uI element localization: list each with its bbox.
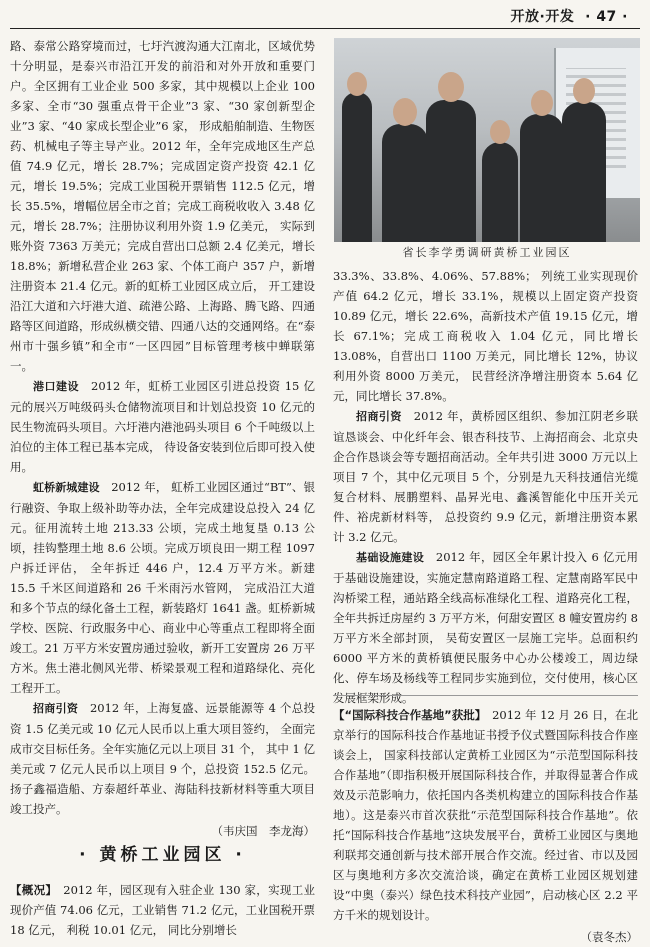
header-section-label bbox=[511, 6, 628, 26]
invest-paragraph bbox=[10, 698, 315, 819]
infra-subtitle: 基础设施建设 bbox=[356, 551, 425, 564]
news-photo bbox=[334, 38, 640, 242]
person-figure bbox=[426, 100, 476, 242]
page-header bbox=[0, 0, 650, 30]
overview-label: 【概况】 bbox=[10, 883, 52, 897]
right-invest-subtitle: 招商引资 bbox=[356, 410, 402, 423]
right-invest-paragraph bbox=[333, 406, 638, 547]
town-paragraph bbox=[10, 477, 315, 698]
continuation-paragraph: 33.3%、33.8%、4.06%、57.88%； 列统工业实现现价产值 64.2 亿元，增长 33.1%，规模以上固定资产投资 10.89 亿元，增长 22.6%，高新技术产值 19.15 亿元，增长 67.1%；完成工商税收入 1.04 亿元，同比增长 13.08%，自营出口 1100 万美元，同比增长 12%，协议利用外资 8000 万美元， 民营经济净增注册资本 5.64 亿元，同比增长 37.8%。 bbox=[333, 269, 638, 403]
section-divider bbox=[333, 695, 638, 696]
base-text: 2012 年 12 月 26 日，在北京举行的国际科技合作基地证书授予仪式暨国际科技合作座谈会上， 国家科技部认定黄桥工业园区为“示范型国际科技合作基地”（即指积极开展国际科技合作，并取得显著合作成效及示范影响力，依托国内各类机构建立的国际科技合作基地）。这是泰兴市首次获批“示范型国际科技合作基地”。依托“国际科技合作基地”这块发展平台，黄桥工业园区与奥地利联邦交通创新与技术部开展合作交流。经过省、市以及园区与奥地利方多次交流洽谈，确定在黄桥工业园区规划建设“中奥（泰兴）绿色技术科技产业园”，启动核心区 2.2 平方千米的规划设计。 bbox=[333, 708, 638, 922]
right-invest-text: 2012 年，黄桥园区组织、参加江阴老乡联谊恳谈会、中化纤年会、银杏科技节、上海招商会、北京央企合作恳谈会等专题招商活动。全年共引进 3000 万元以上项目 7 个，其中亿元项目 5 个，分别是九天科技通信光缆复合材料、展鹏塑料、晶昇光电、鑫溪智能化中压开关元件、裕虎新材料等， 总投资约 9.9 亿元，新增注册资本累计 3.2 亿元。 bbox=[333, 409, 639, 544]
port-text: 2012 年，虹桥工业园区引进总投资 15 亿元的展兴万吨级码头仓储物流项目和计划总投资 10 亿元的民生物流码头项目。六圩港内港池码头项目 6 个千吨级以上泊位的主体工程已基本完成， 待设备安装到位后即可投入使用。 bbox=[10, 379, 316, 474]
base-paragraph bbox=[333, 705, 638, 925]
invest-subtitle: 招商引资 bbox=[33, 702, 79, 715]
port-paragraph bbox=[10, 376, 315, 477]
infra-paragraph bbox=[333, 547, 638, 708]
right-author: （袁冬杰） bbox=[580, 930, 638, 944]
person-figure bbox=[562, 102, 606, 242]
left-column bbox=[10, 36, 315, 841]
person-figure bbox=[482, 142, 518, 242]
port-subtitle: 港口建设 bbox=[33, 380, 80, 393]
infra-text: 2012 年，园区全年累计投入 6 亿元用于基础设施建设，实施定慧南路道路工程、定慧南路军民中沟桥梁工程，通站路全线高标准绿化工程、道路亮化工程，全年共拆迁房屋约 3 万平方米，何甜安置区 8 幢安置房约 8 万平方米全部封顶， 吴荀安置区一层施工完毕。总面积约 6000 平方米的黄桥镇便民服务中心办公楼竣工，周边绿化、停车场及杨线等工程同步实施到位，交付使用，核心区发展框架形成。 bbox=[333, 550, 638, 705]
header-rule bbox=[10, 28, 640, 29]
intro-paragraph: 路、泰常公路穿境而过，七圩汽渡沟通大江南北，区域优势十分明显，是泰兴市沿江开发的前沿和对外开放和重要门户。全区拥有工业企业 500 多家，其中规模以上企业 100 多家、全市“30 强重点骨干企业”3 家、“30 家创新型企业”3 家、“40 家成长型企业”6 家， 形成船舶制造、生物医药、机械电子等主导产业。2012 年，全年完成地区生产总值 74.9 亿元，增长 28.7%；完成固定资产投资 42.1 亿元，增长 19.5%；完成工业国税开票销售 112.5 亿元，增长 35.5%，增幅位居全市之首；完成工商税收收入 3.48 亿元，增长 28.7%；注册协议利用外资 1.9 亿美元， 实际到账外资 7363 万美元；完成自营出口总额 2.4 亿美元，增长 18.8%；新增私营企业 263 家、个体工商户 357 户，新增注册资本 21.4 亿元。新的虹桥工业园区成立后， 开工建设沿江大道和六圩港大道、疏港公路、上海路、腾飞路、四通路等区间道路，形成纵横交错、四通八达的交通网络。在“泰州市十强乡镇”和全市“一区四园”目标管理考核中蝉联第一。 bbox=[10, 39, 315, 373]
right-column-top bbox=[333, 266, 638, 708]
base-title: 【“国际科技合作基地”获批】 bbox=[333, 708, 481, 722]
town-text: 2012 年， 虹桥工业园区通过“BT”、银行融资、争取上级补助等办法，全年完成建设总投入 24 亿元。征用流转土地 213.33 公顷，完成土地复垦 0.13 公顷，挂钩整理土地 8.6 公顷。完成万顷良田一期工程 1097 户拆迁评估， 全年拆迁 446 户，12.4 万平方米。新建 15.5 千米区间道路和 26 千米雨污水管网， 完成沿江大道和多个节点的绿化备土工程，新装路灯 1641 盏。虹桥新城学校、医院、行政服务中心、商业中心等重点工程即将全面竣工。21 万平方米安置房通过验收，新开工安置房 26 万平方米。焦土港北侧风光带、桥梁景观工程和道路绿化、亮化工程开工。 bbox=[10, 480, 316, 695]
invest-text: 2012 年，上海复盛、远景能源等 4 个总投资 1.5 亿美元或 10 亿元人民币以上重大项目签约， 全面完成市交目标任务。全年实施亿元以上项目 31 个， 其中 1 亿美元或 7 亿元人民币以上项目 9 个，总投资 152.5 亿元。扬子鑫福造船、方泰超纤革业、海陆科技新材料等重大项目竣工投产。 bbox=[10, 701, 315, 816]
overview-text: 2012 年，园区现有入驻企业 130 家，实现工业现价产值 74.06 亿元，工业销售 71.2 亿元，工业国税开票 18 亿元， 利税 10.01 亿元， 同比分别增长 bbox=[10, 883, 316, 937]
right-column-bottom bbox=[333, 705, 638, 947]
person-figure bbox=[520, 114, 564, 242]
town-subtitle: 虹桥新城建设 bbox=[33, 481, 100, 494]
person-figure bbox=[342, 92, 372, 242]
left-author: （韦庆国 李龙海） bbox=[211, 824, 315, 838]
person-figure bbox=[382, 124, 428, 242]
section-name: 开放·开发 bbox=[510, 9, 575, 25]
page-number: · 47 · bbox=[585, 9, 628, 25]
overview-paragraph bbox=[10, 880, 315, 940]
photo-caption: 省长李学勇调研黄桥工业园区 bbox=[402, 246, 572, 259]
section-title: · 黄桥工业园区 · bbox=[79, 845, 246, 865]
